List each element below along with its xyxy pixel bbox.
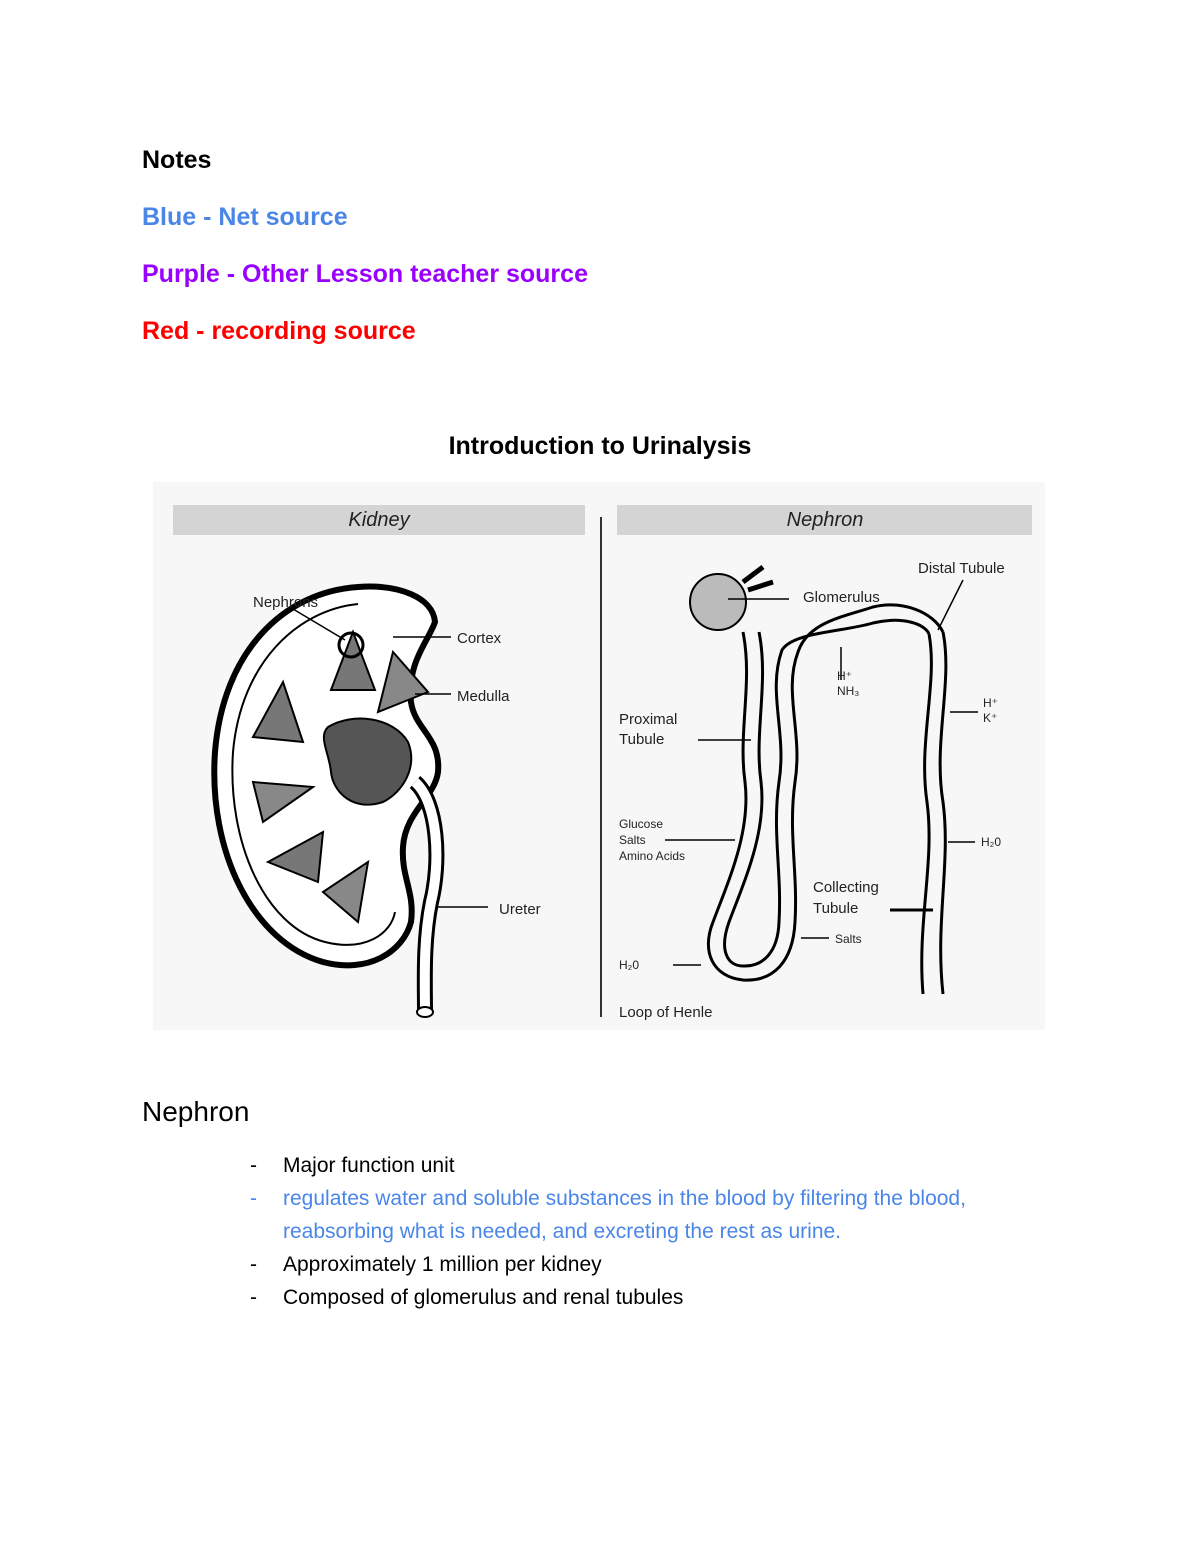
label-amino-acids: Amino Acids xyxy=(619,849,686,863)
nephron-header: Nephron xyxy=(786,509,864,531)
bullet-item xyxy=(250,1248,1050,1281)
bullet-dash: - xyxy=(250,1286,257,1309)
bullet-dash: - xyxy=(250,1154,257,1177)
kidney-nephron-diagram xyxy=(153,482,1045,1030)
document-title: Introduction to Urinalysis xyxy=(448,432,752,460)
bullet-text: Major function unit xyxy=(283,1154,455,1177)
bullet-item xyxy=(250,1281,1050,1314)
label-salts-1: Salts xyxy=(619,833,646,847)
bullet-text: Approximately 1 million per kidney xyxy=(283,1253,602,1276)
label-salts-2: Salts xyxy=(835,932,862,946)
label-nh3: NH₃ xyxy=(837,684,860,698)
bullet-text: Composed of glomerulus and renal tubules xyxy=(283,1286,684,1309)
kidney-nephron-figure xyxy=(153,482,1045,1030)
kidney-illustration xyxy=(214,587,488,1017)
label-h-plus-2: H⁺ xyxy=(983,696,998,710)
label-proximal: Proximal xyxy=(619,711,678,728)
label-glomerulus: Glomerulus xyxy=(803,589,880,606)
bullet-item-net-source xyxy=(250,1182,1050,1248)
label-glucose: Glucose xyxy=(619,817,664,831)
bullet-text: regulates water and soluble substances in the blood by filtering the blood, reabsorbing what is needed, and excreting the rest as urine. xyxy=(283,1187,966,1243)
legend-red-recording-source: Red - recording source xyxy=(142,317,416,345)
label-nephrons: Nephrons xyxy=(253,594,319,611)
nephron-illustration xyxy=(665,567,978,994)
bullet-dash: - xyxy=(250,1187,257,1210)
label-collecting: Collecting xyxy=(813,879,879,896)
label-collecting-tubule: Tubule xyxy=(813,900,859,917)
label-k-plus: K⁺ xyxy=(983,711,998,725)
notes-heading: Notes xyxy=(142,146,212,174)
legend-purple-teacher-source: Purple - Other Lesson teacher source xyxy=(142,260,588,288)
kidney-header: Kidney xyxy=(348,509,410,531)
label-h-plus-1: H⁺ xyxy=(837,669,852,683)
legend-blue-net-source: Blue - Net source xyxy=(142,203,348,231)
label-proximal-tubule: Tubule xyxy=(619,731,665,748)
section-heading-nephron: Nephron xyxy=(142,1096,250,1127)
label-loop-of-henle: Loop of Henle xyxy=(619,1004,713,1021)
nephron-bullet-list xyxy=(250,1149,1050,1314)
label-ureter: Ureter xyxy=(499,901,541,918)
label-h2o-2: H₂0 xyxy=(619,958,639,972)
label-distal-tubule: Distal Tubule xyxy=(918,560,1005,577)
bullet-item xyxy=(250,1149,1050,1182)
label-medulla: Medulla xyxy=(457,688,510,705)
label-cortex: Cortex xyxy=(457,630,502,647)
bullet-dash: - xyxy=(250,1253,257,1276)
label-h2o-1: H₂0 xyxy=(981,835,1001,849)
